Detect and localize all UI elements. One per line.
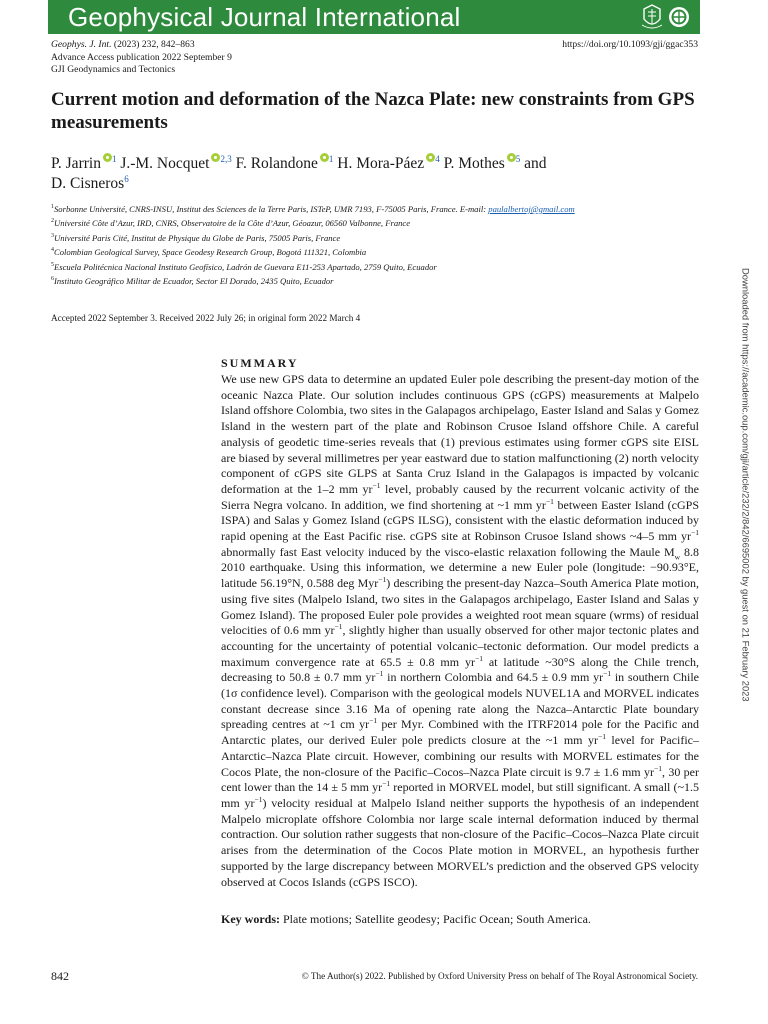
unit-exponent: −1 — [334, 622, 343, 632]
unit-exponent: −1 — [653, 763, 662, 773]
summary-segment: per Myr. Combined with the ITRF2014 pole for the Pacific and Antarctic plates, our derived Euler pole predicts closure at the ~1 mm yr — [221, 717, 699, 748]
orcid-icon[interactable] — [320, 153, 329, 162]
unit-exponent: −1 — [382, 779, 391, 789]
author-name: P. Jarrin — [51, 155, 101, 172]
unit-exponent: −1 — [372, 480, 381, 490]
summary-heading: SUMMARY — [221, 356, 299, 370]
citation-line — [51, 39, 232, 52]
summary-segment: at latitude ~30°S along the Chile trench, decreasing to 50.8 ± 0.7 mm yr — [221, 654, 699, 685]
journal-abbrev: Geophys. J. Int. — [51, 39, 112, 50]
author-name: H. Mora-Páez — [337, 155, 425, 172]
summary-segment: 8.8 2010 earthquake. Using this information, we determine a new Euler pole (longitude: −90.93°E, latitude 56.19°N, 0.588 deg Myr — [221, 544, 700, 591]
article-title: Current motion and deformation of the Nazca Plate: new constraints from GPS measurements — [51, 89, 695, 133]
orcid-icon[interactable] — [103, 153, 112, 162]
unit-exponent: −1 — [375, 669, 384, 679]
affiliation-line — [51, 215, 575, 229]
author-name: D. Cisneros — [51, 174, 125, 192]
affiliation-number: 2 — [51, 218, 54, 225]
affiliation-line — [51, 244, 575, 258]
affiliation-line — [51, 230, 575, 244]
author-list — [51, 154, 701, 193]
ras-crest-icon — [640, 3, 664, 31]
advance-access-line: Advance Access publication 2022 September 9 — [51, 51, 232, 63]
keywords — [221, 912, 591, 927]
affiliation-text: Sorbonne Université, CNRS-INSU, Institut des Sciences de la Terre Paris, ISTeP, UMR 7193, F-75005 Paris, France. E-mail: — [54, 203, 489, 214]
keywords-label: Key words: — [221, 912, 280, 926]
unit-exponent: −1 — [603, 669, 612, 679]
affiliation-text: Escuela Politécnica Nacional Instituto Geofísico, Ladrón de Guevara E11-253 Apartado, 2759 Quito, Ecuador — [54, 261, 437, 272]
summary-segment: ) describing the present-day Nazca–South America Plate motion, using five sites (Malpelo Island, two sites in the Galapagos archipelago, Easter Island and Salas y Gomez Island). The proposed Euler pole provides a weighted root mean square (wrms) of residual velocities of 0.6 mm yr — [221, 576, 699, 638]
download-sidebar — [739, 268, 753, 738]
doi-link[interactable]: https://doi.org/10.1093/gji/ggac353 — [562, 39, 698, 50]
author-affil-ref[interactable]: 4 — [435, 153, 440, 164]
citation-volume: (2023) 232, 842–863 — [113, 39, 195, 50]
affiliation-number: 3 — [51, 232, 54, 239]
email-link[interactable]: paulalbertoj@gmail.com — [488, 203, 575, 214]
unit-exponent: −1 — [378, 575, 387, 585]
summary-segment: ) velocity residual at Malpelo Island neither supports the hypothesis of an independent Malpelo microplate offshore Colombia nor large scale internal deformation induced by thermal contraction. Our solution rather suggests that non-closure of the Pacific–Cocos–Nazca Plate circuit arises from the determination of the Cocos Plate motion in MORVEL, an hypothesis further supported by the large discrepancy between MORVEL’s prediction and the observed GPS velocity observed at Cocos Islands (cGPS ISCO). — [221, 795, 699, 889]
citation-meta — [51, 39, 232, 77]
unit-exponent: −1 — [545, 496, 554, 506]
author-name: F. Rolandone — [235, 155, 318, 172]
summary-segment: level, probably caused by the recurrent volcanic activity of the Sierra Negra volcano. In addition, we find shortening at ~1 mm yr — [221, 481, 699, 512]
affiliations — [51, 201, 575, 288]
orcid-icon[interactable] — [507, 153, 516, 162]
author-affil-ref[interactable]: 6 — [124, 173, 129, 184]
affiliation-number: 6 — [51, 276, 54, 283]
summary-segment: , slightly higher than usually observed for other major tectonic plates and accounting for the uncertainty of potential volcanic–tectonic deformation. Our model predicts a maximum convergence rate at 65.5 ± 0.8 mm yr — [221, 623, 699, 669]
author-conjunction: and — [524, 155, 547, 172]
affiliation-number: 1 — [51, 204, 54, 210]
unit-exponent: −1 — [369, 716, 378, 726]
received-dates: Accepted 2022 September 3. Received 2022 July 26; in original form 2022 March 4 — [51, 313, 361, 323]
copyright-notice: © The Author(s) 2022. Published by Oxford University Press on behalf of The Royal Astronomical Society. — [301, 971, 698, 981]
affiliation-line — [51, 273, 575, 287]
author-name: J.-M. Nocquet — [120, 155, 210, 172]
affiliation-number: 4 — [51, 247, 54, 254]
author-affil-ref[interactable]: 1 — [111, 153, 117, 164]
summary-segment: We use new GPS data to determine an updated Euler pole describing the present-day motion of the oceanic Nazca Plate. Our solution includes continuous GPS (cGPS) measurements at Malpelo Island offshore Colombia, two sites in the Galapagos archipelago, Easter Island and Salas y Gomez Island in the western part of the plate and Robinson Crusoe Island offshore Chile. A careful analysis of geodetic time-series reveals that (1) previous estimates using former cGPS site EISL are biased by several millimetres per year eastward due to station malfunctioning (2) north velocity component of cGPS site GLPS at Santa Cruz Island in the Galapagos is impacted by volcanic deformation at the 1–2 mm yr — [221, 372, 699, 496]
summary-segment: , 30 per cent lower than the 14 ± 5 mm yr — [221, 764, 699, 795]
summary-segment: abnormally fast East velocity induced by the visco-elastic relaxation following the Maule M — [221, 544, 675, 559]
affiliation-number: 5 — [51, 261, 54, 268]
author-affil-ref[interactable]: 2,3 — [220, 153, 232, 164]
unit-exponent: −1 — [474, 653, 483, 663]
author-name: P. Mothes — [443, 155, 505, 172]
summary-segment: in southern Chile (1σ confidence level). Comparison with the geological models NUVEL1A and MORVEL indicates constant decrease since 3.16 Ma of opening rate along the Nazca–Antarctic Plate boundary spreading centres at ~1 cm yr — [221, 670, 699, 732]
summary-segment: level for Pacific–Antarctic–Nazca Plate circuit. However, combining our results with MORVEL estimates for the Cocos Plate, the non-closure of the Pacific–Cocos–Nazca Plate circuit is 9.7 ± 1.6 mm yr — [221, 733, 699, 779]
orcid-icon[interactable] — [426, 153, 435, 162]
affiliation-line — [51, 259, 575, 273]
author-affil-ref[interactable]: 1 — [328, 153, 334, 164]
journal-name: Geophysical Journal International — [68, 2, 461, 32]
affiliation-text: Université Paris Cité, Institut de Physique du Globe de Paris, 75005 Paris, France — [54, 232, 341, 243]
affiliation-text: Colombian Geological Survey, Space Geodesy Research Group, Bogotá 111321, Colombia — [54, 247, 367, 258]
author-affil-ref[interactable]: 5 — [515, 153, 521, 164]
affiliation-line — [51, 201, 575, 215]
unit-exponent: −1 — [254, 794, 263, 804]
page-number: 842 — [51, 969, 69, 983]
summary-segment: reported in MORVEL model, but still significant. A small (~1.5 mm yr — [221, 780, 700, 810]
dgg-logo-icon — [668, 6, 690, 28]
summary-segment: between Easter Island (cGPS ISPA) and Salas y Gomez Island (cGPS ILSG), consistent with the elastic deformation induced by rapid opening at the East Pacific rise. cGPS site at Robinson Crusoe Island shows ~4–5 mm yr — [221, 497, 699, 544]
download-notice: Downloaded from https://academic.oup.com/gji/article/232/2/842/6695002 by guest on 21 February 2023 — [740, 268, 752, 702]
journal-banner — [48, 0, 700, 34]
keywords-text: Plate motions; Satellite geodesy; Pacific Ocean; South America. — [283, 912, 591, 926]
affiliation-text: Université Côte d’Azur, IRD, CNRS, Observatoire de la Côte d’Azur, Géoazur, 06560 Valbonne, France — [54, 218, 411, 229]
magnitude-subscript: w — [674, 552, 681, 562]
unit-exponent: −1 — [597, 732, 606, 742]
unit-exponent: −1 — [691, 528, 699, 538]
affiliation-text: Instituto Geográfico Militar de Ecuador, Sector El Dorado, 2435 Quito, Ecuador — [54, 276, 334, 287]
summary-text — [221, 372, 699, 890]
banner-logos — [640, 3, 690, 31]
summary-segment: in northern Colombia and 64.5 ± 0.9 mm yr — [383, 670, 604, 685]
section-line: GJI Geodynamics and Tectonics — [51, 64, 176, 75]
